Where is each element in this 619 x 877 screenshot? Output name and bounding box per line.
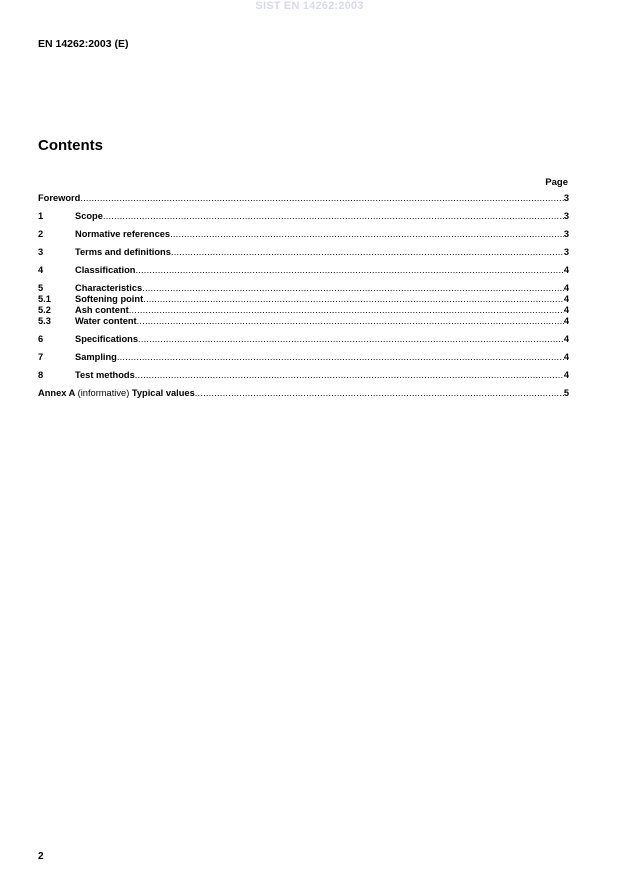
toc-entry-number: 5 [38, 283, 44, 293]
page-column-label: Page [545, 177, 568, 188]
toc-entry-ash-content[interactable] [38, 305, 569, 316]
toc-entry-title: Water content [75, 316, 137, 326]
toc-entry-title: Terms and definitions [75, 247, 171, 257]
toc-entry-number: 5.3 [38, 316, 51, 326]
toc-entry-number: 3 [38, 247, 44, 257]
toc-entry-page: 4 [563, 334, 569, 344]
toc-entry-title: Scope [75, 211, 103, 221]
toc-entry-test-methods[interactable] [38, 370, 569, 381]
toc-entry-number: 8 [38, 370, 44, 380]
toc-entry-title: Specifications [75, 334, 139, 344]
toc-leader [117, 352, 564, 363]
toc-entry-normative-references[interactable] [38, 229, 569, 240]
toc-entry-number: 1 [38, 211, 44, 221]
toc-entry-page: 4 [563, 265, 569, 275]
toc-entry-title: Ash content [75, 305, 129, 315]
toc-entry-page: 4 [563, 305, 569, 315]
toc-entry-page: 4 [563, 352, 569, 362]
document-id: EN 14262:2003 (E) [38, 38, 129, 50]
toc-entry-page: 4 [563, 316, 569, 326]
toc-entry-sampling[interactable] [38, 352, 569, 363]
toc-entry-number: 6 [38, 334, 44, 344]
toc-entry-terms-and-definitions[interactable] [38, 247, 569, 258]
toc-entry-page: 4 [563, 370, 569, 380]
toc-entry-page: 4 [563, 294, 569, 304]
toc-entry-water-content[interactable] [38, 316, 569, 327]
toc-entry-page: 3 [563, 247, 569, 257]
toc-entry-characteristics[interactable] [38, 283, 569, 294]
toc-entry-number: 2 [38, 229, 44, 239]
toc-leader [137, 316, 564, 327]
toc-leader [170, 229, 564, 240]
toc-annex-title: Typical values [131, 388, 195, 398]
watermark: SIST EN 14262:2003 [255, 0, 364, 12]
toc-entry-scope[interactable] [38, 211, 569, 222]
toc-entry-number: 5.1 [38, 294, 51, 304]
toc-entry-page: 4 [563, 283, 569, 293]
toc-entry-title: Foreword [38, 193, 81, 203]
toc-entry-title: Softening point [75, 294, 144, 304]
table-of-contents [38, 193, 569, 399]
toc-leader [129, 305, 564, 316]
toc-entry-page: 3 [563, 193, 569, 203]
toc-leader [138, 334, 564, 345]
toc-entry-title: Test methods [75, 370, 135, 380]
toc-entry-number: 5.2 [38, 305, 51, 315]
toc-entry-foreword[interactable] [38, 193, 569, 204]
toc-entry-classification[interactable] [38, 265, 569, 276]
toc-entry-page: 3 [563, 211, 569, 221]
toc-leader [195, 388, 564, 399]
toc-leader [171, 247, 564, 258]
toc-leader [143, 294, 564, 305]
toc-entry-softening-point[interactable] [38, 294, 569, 305]
toc-entry-title: Classification [75, 265, 136, 275]
toc-annex-note: (informative) [77, 388, 130, 398]
toc-leader [135, 265, 563, 276]
toc-entry-page: 3 [563, 229, 569, 239]
toc-leader [80, 193, 563, 204]
toc-entry-title: Normative references [75, 229, 171, 239]
contents-title: Contents [38, 137, 103, 154]
toc-entry-specifications[interactable] [38, 334, 569, 345]
toc-entry-title [38, 388, 195, 399]
page-number: 2 [38, 851, 44, 862]
toc-leader [103, 211, 564, 222]
toc-entry-title: Characteristics [75, 283, 143, 293]
toc-entry-annex-a[interactable] [38, 388, 569, 399]
toc-leader [135, 370, 564, 381]
toc-entry-number: 7 [38, 352, 44, 362]
toc-annex-prefix: Annex A [38, 388, 76, 398]
toc-entry-page: 5 [563, 388, 569, 398]
toc-entry-number: 4 [38, 265, 44, 275]
toc-leader [142, 283, 564, 294]
toc-entry-title: Sampling [75, 352, 117, 362]
